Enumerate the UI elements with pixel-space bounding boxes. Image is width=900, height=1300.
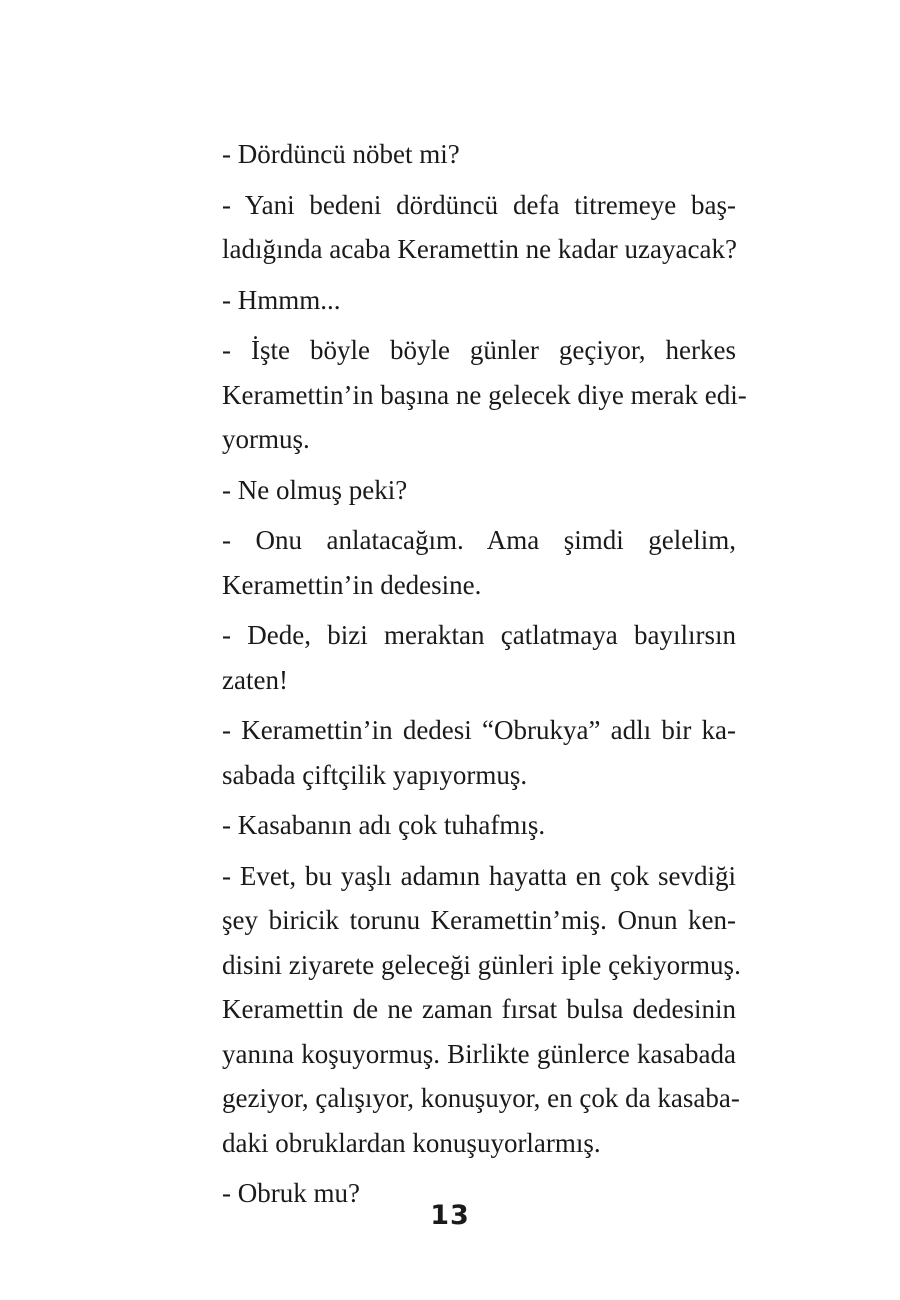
text-line: ladığında acaba Keramettin ne kadar uzayacak?	[222, 234, 737, 264]
text-line: daki obruklardan konuşuyorlarmış.	[222, 1127, 601, 1158]
text-line: - Hmmm...	[222, 284, 341, 315]
text-line: - İşte böyle böyle günler geçiyor, herkes	[222, 335, 736, 365]
text-line: - Dede, bizi meraktan çatlatmaya bayılırsın	[222, 620, 736, 650]
text-line: - Ne olmuş peki?	[222, 474, 408, 505]
text-line: Keramettin’in başına ne gelecek diye merak edi-	[222, 379, 747, 410]
page-body	[188, 132, 747, 1222]
text-line: şey biricik torunu Keramettin’miş. Onun ken-	[222, 905, 736, 935]
text-line: - Yani bedeni dördüncü defa titremeye baş-	[222, 189, 736, 220]
paragraph	[188, 613, 736, 702]
text-line: - Obruk mu?	[222, 1178, 360, 1208]
paragraph	[188, 468, 736, 513]
text-line: sabada çiftçilik yapıyormuş.	[222, 759, 528, 790]
text-line: - Onu anlatacağım. Ama şimdi gelelim,	[222, 525, 736, 555]
paragraph	[188, 854, 741, 1166]
paragraph	[188, 328, 747, 462]
paragraph	[188, 132, 736, 177]
text-line: - Keramettin’in dedesi “Obrukya” adlı bir ka-	[222, 715, 736, 745]
text-line: Keramettin’in dedesine.	[222, 569, 482, 600]
text-line: disini ziyarete geleceği günleri iple çekiyormuş.	[222, 949, 741, 980]
text-line: - Dördüncü nöbet mi?	[222, 139, 460, 169]
text-line: geziyor, çalışıyor, konuşuyor, en çok da kasaba-	[222, 1083, 740, 1113]
text-line: - Kasabanın adı çok tuhafmış.	[222, 810, 546, 840]
text-line: Keramettin de ne zaman fırsat bulsa dedesinin	[222, 994, 736, 1024]
paragraph	[188, 183, 736, 272]
text-line: zaten!	[222, 664, 288, 695]
page-number: 13	[430, 1200, 470, 1231]
paragraph	[188, 803, 736, 848]
text-line: yormuş.	[222, 424, 310, 454]
paragraph	[188, 708, 736, 797]
paragraph	[188, 518, 736, 607]
text-line: - Evet, bu yaşlı adamın hayatta en çok sevdiği	[222, 860, 736, 891]
text-line: yanına koşuyormuş. Birlikte günlerce kasabada	[222, 1038, 736, 1069]
paragraph	[188, 278, 736, 323]
